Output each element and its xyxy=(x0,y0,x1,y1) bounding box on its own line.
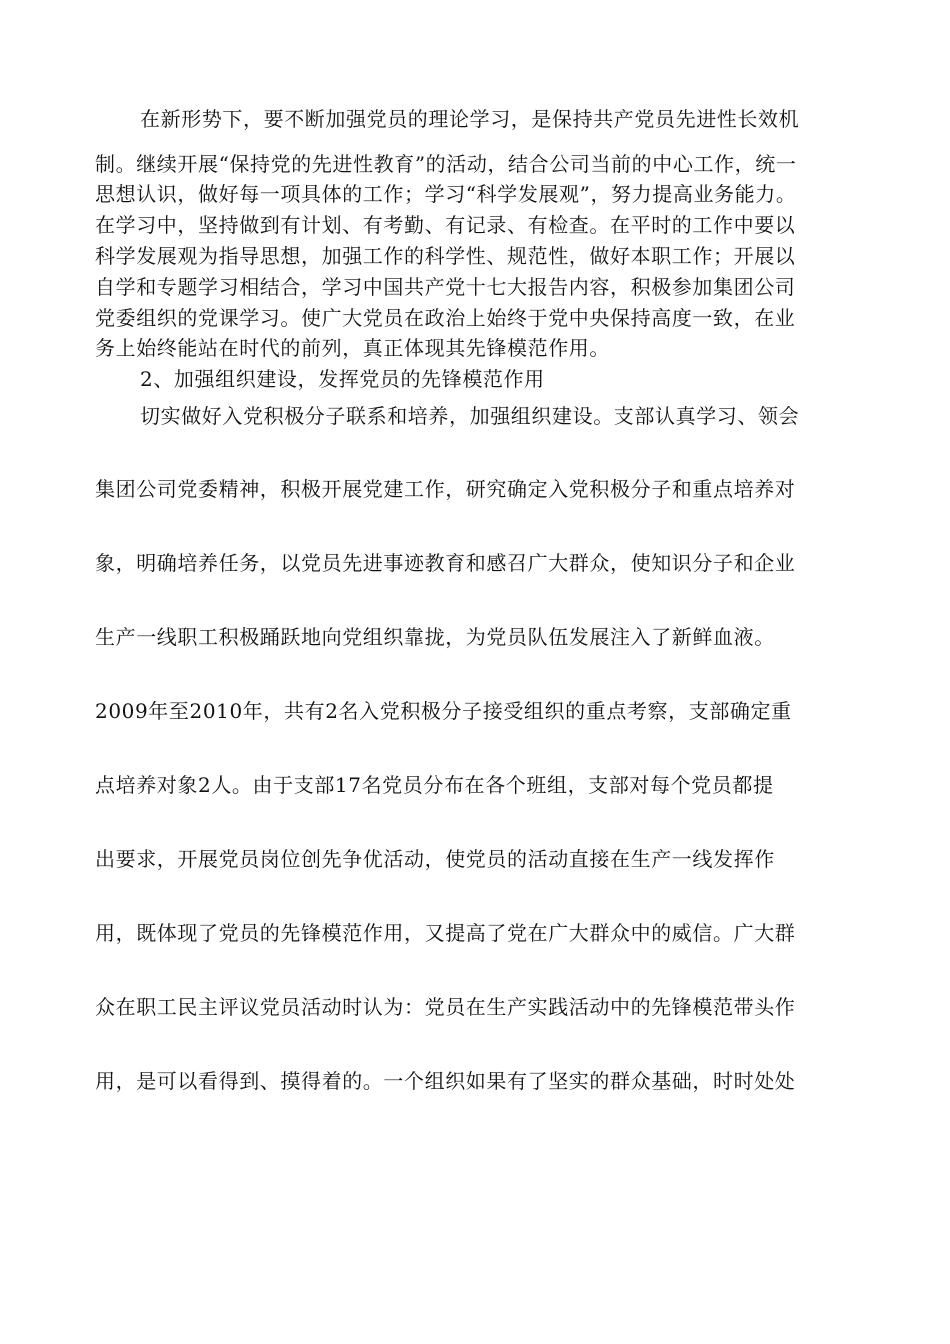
paragraph-1-line-4: 在学习中，坚持做到有计划、有考勤、有记录、有检查。在平时的工作中要以 xyxy=(95,213,796,237)
paragraph-2-line-9: 众在职工民主评议党员活动时认为：党员在生产实践活动中的先锋模范带头作 xyxy=(95,995,796,1019)
paragraph-1-line-8: 务上始终能站在时代的前列，真正体现其先锋模范作用。 xyxy=(95,336,610,360)
paragraph-2-line-6: 点培养对象2人。由于支部17名党员分布在各个班组，支部对每个党员都提 xyxy=(95,773,774,797)
paragraph-2-line-4: 生产一线职工积极踊跃地向党组织靠拢，为党员队伍发展注入了新鲜血液。 xyxy=(95,625,775,649)
paragraph-2-line-7: 出要求，开展党员岗位创先争优活动，使党员的活动直接在生产一线发挥作 xyxy=(95,847,775,871)
paragraph-1-line-5: 科学发展观为指导思想，加强工作的科学性、规范性，做好本职工作；开展以 xyxy=(95,244,796,268)
paragraph-2-line-10: 用，是可以看得到、摸得着的。一个组织如果有了坚实的群众基础，时时处处 xyxy=(95,1069,796,1093)
paragraph-2-line-8: 用，既体现了党员的先锋模范作用，又提高了党在广大群众中的威信。广大群 xyxy=(95,921,796,945)
paragraph-1-line-7: 党委组织的党课学习。使广大党员在政治上始终于党中央保持高度一致，在业 xyxy=(95,306,796,330)
paragraph-1-line-1: 在新形势下，要不断加强党员的理论学习，是保持共产党员先进性长效机 xyxy=(140,107,800,131)
paragraph-1-line-2: 制。继续开展“保持党的先进性教育”的活动，结合公司当前的中心工作，统一 xyxy=(95,152,797,176)
paragraph-2-line-5: 2009年至2010年，共有2名入党积极分子接受组织的重点考察，支部确定重 xyxy=(95,699,792,723)
paragraph-1-line-6: 自学和专题学习相结合，学习中国共产党十七大报告内容，积极参加集团公司 xyxy=(95,275,796,299)
paragraph-2-line-2: 集团公司党委精神，积极开展党建工作，研究确定入党积极分子和重点培养对 xyxy=(95,477,796,501)
paragraph-2-line-3: 象，明确培养任务，以党员先进事迹教育和感召广大群众，使知识分子和企业 xyxy=(95,551,796,575)
section-heading-2: 2、加强组织建设，发挥党员的先锋模范作用 xyxy=(140,367,545,391)
paragraph-1-line-3: 思想认识，做好每一项具体的工作；学习“科学发展观”，努力提高业务能力。 xyxy=(95,182,797,206)
paragraph-2-line-1: 切实做好入党积极分子联系和培养，加强组织建设。支部认真学习、领会 xyxy=(140,404,800,428)
